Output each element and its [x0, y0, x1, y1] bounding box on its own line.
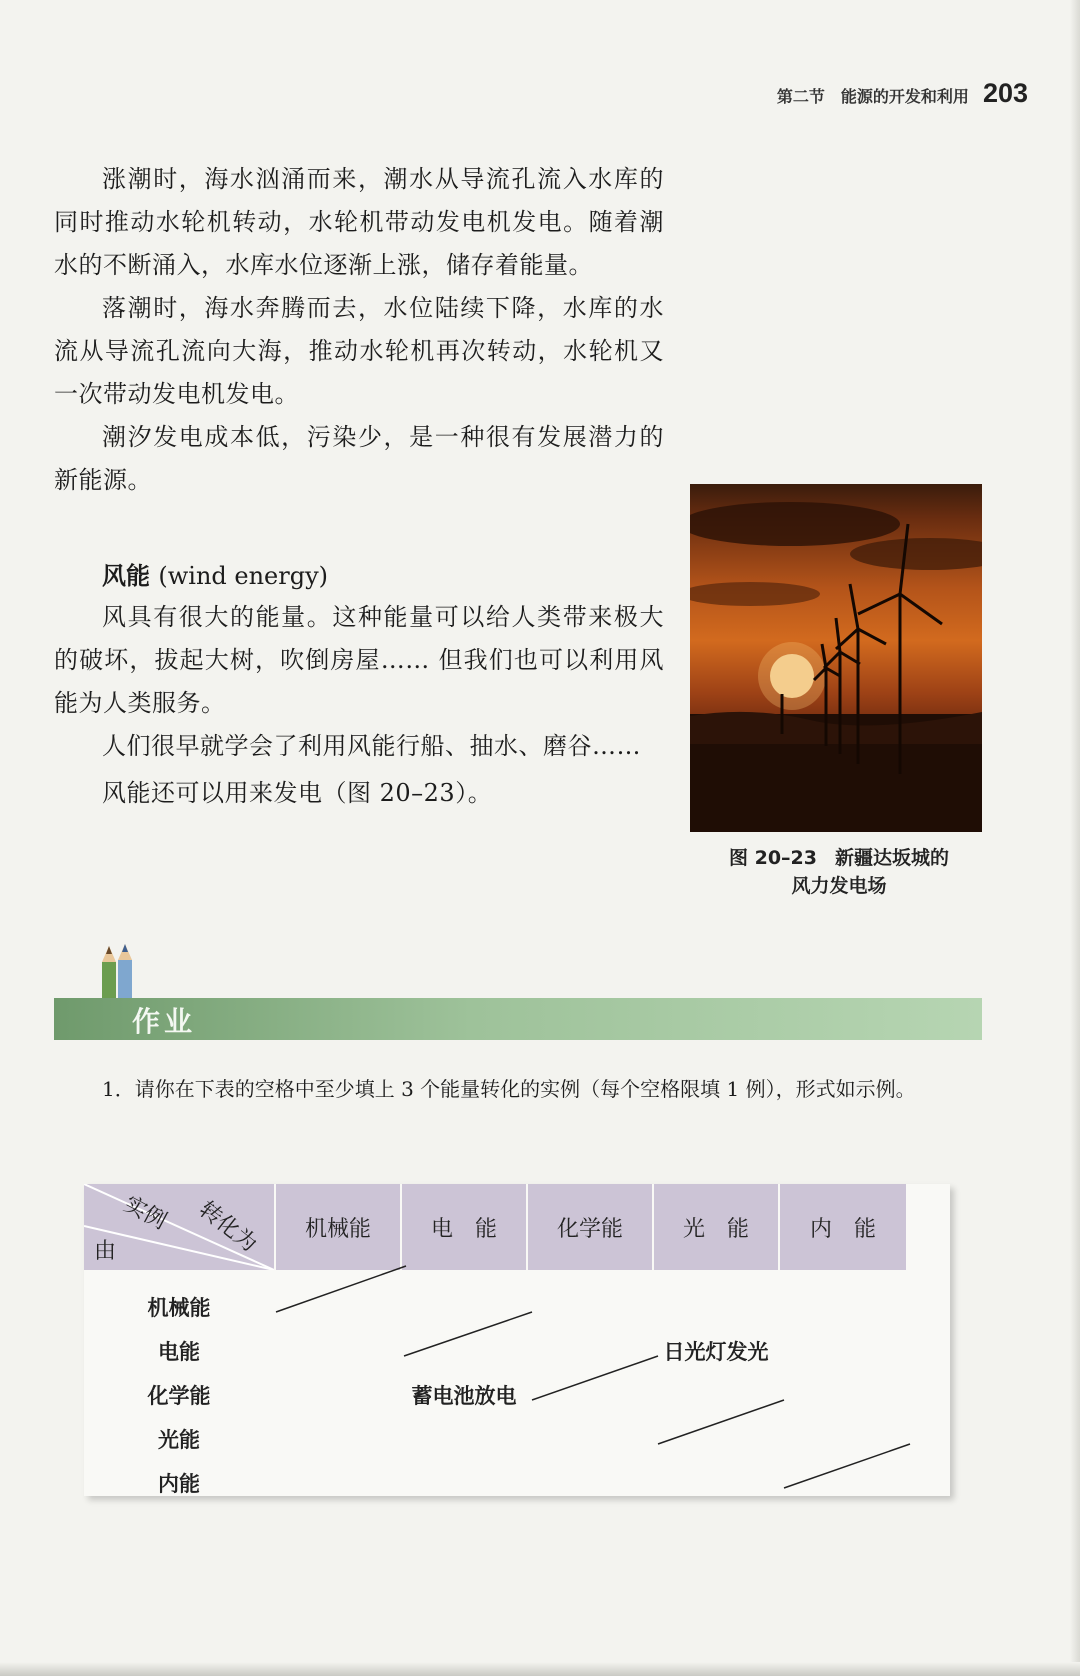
caption-text-1: 新疆达坂城的 [834, 847, 949, 869]
energy-conversion-table [84, 1184, 950, 1496]
figure-number: 图 20–23 [728, 847, 817, 869]
paragraph: 风能还可以用来发电（图 20–23）。 [102, 779, 493, 807]
example-cell-battery: 蓄电池放电 [411, 1384, 517, 1408]
tidal-text [54, 158, 664, 502]
page-bottom-edge [0, 1662, 1080, 1676]
corner-example-label: 实例 [119, 1191, 171, 1235]
figure-caption [694, 844, 984, 900]
page-number: 203 [982, 78, 1028, 108]
wind-section [54, 556, 664, 815]
col-header-mechanical: 机械能 [276, 1184, 400, 1270]
page-edge [1070, 0, 1080, 1676]
paragraph: 人们很早就学会了利用风能行船、抽水、磨谷…… [102, 732, 641, 760]
wind-heading-zh: 风能 [102, 561, 150, 590]
section-title: 第二节 能源的开发和利用 [776, 87, 969, 106]
example-cell-light: 日光灯发光 [663, 1340, 769, 1364]
caption-line-1 [694, 844, 984, 872]
paragraph: 潮汐发电成本低，污染少，是一种很有发展潜力的新能源。 [54, 423, 664, 494]
row-label-electric: 电能 [158, 1340, 200, 1364]
wind-heading-en: (wind energy) [158, 562, 329, 590]
row-label-mechanical: 机械能 [147, 1296, 211, 1320]
row-label-internal: 内能 [158, 1472, 200, 1496]
row-label-light: 光能 [158, 1428, 200, 1452]
wind-heading [54, 556, 664, 596]
row-label-chemical: 化学能 [147, 1384, 211, 1408]
col-header-electric: 电 能 [402, 1184, 526, 1270]
corner-from-label: 由 [94, 1239, 117, 1264]
running-head [777, 78, 1028, 109]
paragraph: 涨潮时，海水汹涌而来，潮水从导流孔流入水库的同时推动水轮机转动，水轮机带动发电机发电。随着潮水的不断涌入，水库水位逐渐上涨，储存着能量。 [54, 165, 664, 279]
caption-text-2: 风力发电场 [791, 875, 887, 897]
paragraph: 风具有很大的能量。这种能量可以给人类带来极大的破坏，拔起大树，吹倒房屋…… 但我们也可以利用风能为人类服务。 [54, 603, 664, 717]
col-header-internal: 内 能 [780, 1184, 906, 1270]
wind-farm-photo [690, 484, 982, 832]
paragraph: 落潮时，海水奔腾而去，水位陆续下降，水库的水流从导流孔流向大海，推动水轮机再次转动，水轮机又一次带动发电机发电。 [54, 294, 664, 408]
corner-to-label: 转化为 [194, 1196, 262, 1258]
col-header-chemical: 化学能 [528, 1184, 652, 1270]
col-header-light: 光 能 [654, 1184, 778, 1270]
homework-title: 作业 [132, 1005, 197, 1038]
homework-question: 1．请你在下表的空格中至少填上 3 个能量转化的实例（每个空格限填 1 例），形式如示例。 [102, 1077, 916, 1101]
diagonal-slashes [84, 1184, 950, 1496]
